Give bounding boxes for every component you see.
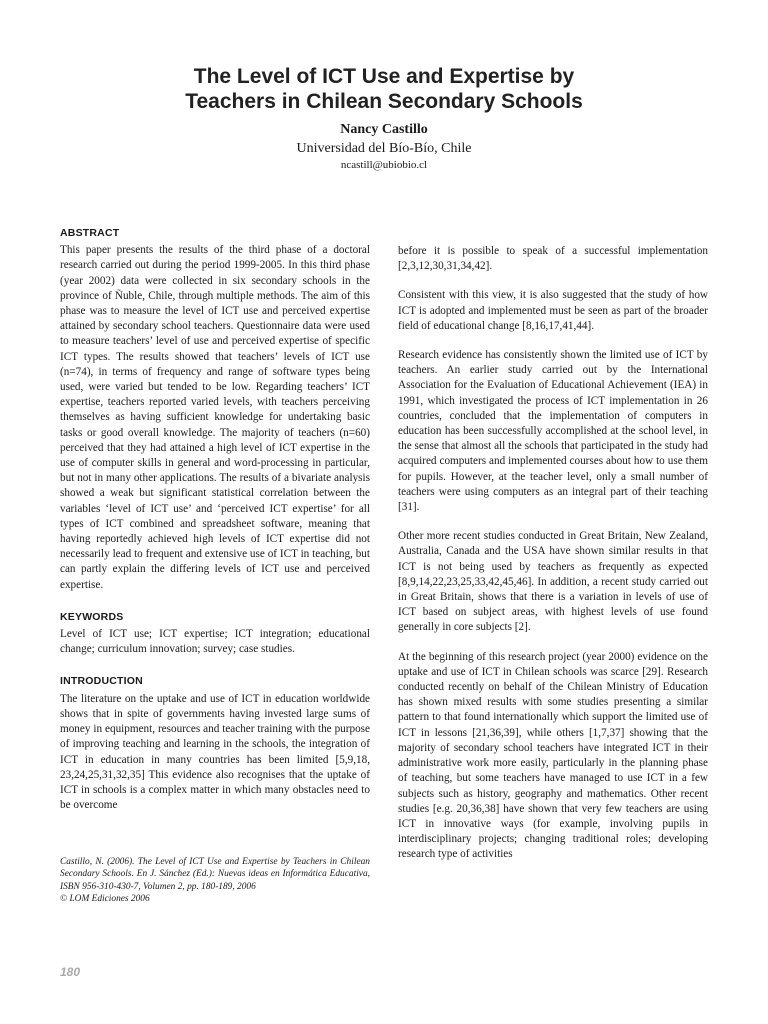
left-column <box>60 226 370 813</box>
paper-header <box>0 64 768 171</box>
body-paragraph-1: before it is possible to speak of a successful implementation [2,3,12,30,31,34,42]. <box>398 245 708 273</box>
author-affiliation: Universidad del Bío-Bío, Chile <box>296 141 472 156</box>
copyright-line: © LOM Ediciones 2006 <box>60 893 150 904</box>
body-paragraph-3: Research evidence has consistently shown the limited use of ICT by teachers. An earlier study carried out by the International Association for the Evaluation of Educational Achievement (IEA) in 1991, which investigated the process of ICT implementation in 26 countries, concluded that the implementation of computers in education has been successfully accomplished at the school level, in the sense that almost all the schools that participated in the study had acquired computers and implemented courses about how to use them for pupils. However, at the teacher level, only a small number of teachers were using computers as an integral part of their teaching [31]. <box>398 349 708 514</box>
body-paragraph-2: Consistent with this view, it is also suggested that the study of how ICT is adopted and implemented must be seen as part of the broader field of educational change [8,16,17,41,44]. <box>398 289 708 332</box>
body-paragraph-5: At the beginning of this research project (year 2000) evidence on the uptake and use of ICT in Chilean schools was scarce [29]. Research conducted recently on behalf of the Chilean Ministry of Education has shown mixed results with some studies presenting a similar pattern to that found internationally which support the limited use of ICT in lessons [21,36,39], while others [1,7,37] showing that the majority of secondary school teachers have integrated ICT in their administrative work more easily, particularly in the planning phase of teaching, but some teachers have managed to use ICT in a few subjects such as history, geography and mathematics. Other recent studies [e.g. 20,36,38] have shown that very few teachers are using ICT in innovative ways (for example, involving pupils in interdisciplinary projects; changing traditional roles; developing research type of activities <box>398 650 708 861</box>
citation-footnote <box>60 856 370 905</box>
keywords-text: Level of ICT use; ICT expertise; ICT integration; educational change; curriculum innovation; survey; case studies. <box>60 628 370 656</box>
page-number: 180 <box>60 965 81 979</box>
keywords-heading: KEYWORDS <box>60 610 124 623</box>
author-name: Nancy Castillo <box>340 122 428 137</box>
title-line-1: The Level of ICT Use and Expertise by <box>193 65 575 88</box>
introduction-heading: INTRODUCTION <box>60 675 143 688</box>
citation-reference: Castillo, N. (2006). The Level of ICT Use and Expertise by Teachers in Chilean Secondary Schools. En J. Sánchez (Ed.): Nuevas ideas en Informática Educativa, ISBN 956-310-430-7, Volumen 2, pp. 180-189, 2006 <box>60 857 370 892</box>
introduction-text: The literature on the uptake and use of ICT in education worldwide shows that in spite of governments having invested large sums of money in equipment, resources and teacher training with the purpose of improving teaching and learning in the schools, the integration of ICT in education in many countries has been limited [5,9,18, 23,24,25,31,32,35] This evidence also recognises that the uptake of ICT in schools is a complex matter in which many obstacles need to be overcome <box>60 692 370 812</box>
paper-title <box>0 64 768 114</box>
abstract-text: This paper presents the results of the third phase of a doctoral research carried out during the period 1999-2005. In this third phase (year 2002) data were collected in six secondary schools in the province of Ñuble, Chile, through multiple methods. The aim of this phase was to measure the level of ICT use and perceived expertise attained by secondary school teachers. Questionnaire data were used to measure teachers’ level of use and perceived expertise of specific ICT types. The results showed that teachers’ levels of ICT use (n=74), in terms of frequency and range of software types being used, were varied but tended to be low. Regarding teachers’ ICT expertise, teachers reported varied levels, with teachers perceiving themselves as having sufficient knowledge for undertaking basic tasks or good overall knowledge. The majority of teachers (n=60) perceived that they had attained a high level of ICT expertise in the use of computer skills in general and word-processing in particular, but not in many other applications. The results of a bivariate analysis showed a weak but significant statistical correlation between the variables ‘level of ICT use’ and ‘perceived ICT expertise’ for all types of ICT combined and spreadsheet software, meaning that having reportedly achieved high levels of ICT expertise did not necessarily lead to frequent and extensive use of ICT in teaching, but can partly explain the differing levels of ICT use and perceived expertise. <box>60 244 370 591</box>
author-email: ncastill@ubiobio.cl <box>340 159 428 171</box>
body-paragraph-4: Other more recent studies conducted in Great Britain, New Zealand, Australia, Canada and the USA have shown similar results in that ICT is not being used by teachers as frequently as expected [8,9,14,22,23,25,33,42,45,46]. In addition, a recent study carried out in Great Britain, shows that there is a variation in levels of use of ICT based on subject areas, with highest levels of use found generally in core subjects [2]. <box>398 530 708 634</box>
title-line-2: Teachers in Chilean Secondary Schools <box>185 90 583 113</box>
right-column <box>398 244 708 863</box>
abstract-heading: ABSTRACT <box>60 227 120 239</box>
